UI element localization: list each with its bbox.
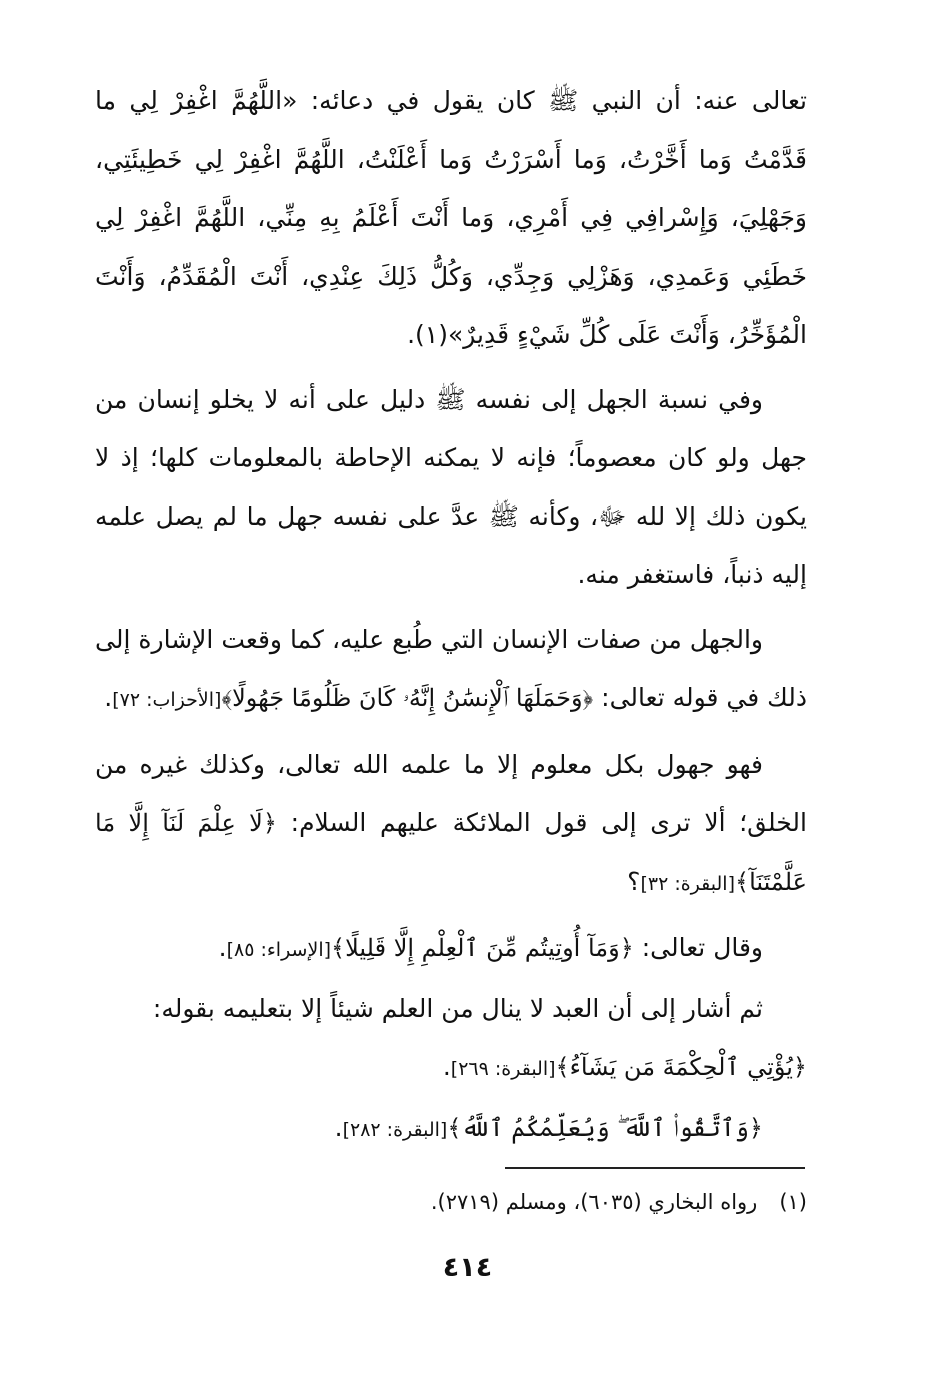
page-body [95, 72, 807, 1159]
page-number: ٤١٤ [442, 1252, 493, 1283]
quran-verse: ﴿وَٱتَّقُوا۟ ٱللَّهَ ۖ وَيُعَلِّمُكُمُ ٱللَّهُ﴾ [447, 1113, 763, 1142]
paragraph-human-nature [95, 611, 807, 730]
quran-verse: ﴿لَا عِلْمَ لَنَآ إِلَّا مَا عَلَّمْتَنَآ﴾ [95, 809, 807, 896]
punctuation: . [218, 933, 227, 962]
quran-verse: ﴿وَمَآ أُوتِيتُم مِّنَ ٱلْعِلْمِ إِلَّا قَلِيلًا﴾ [331, 934, 634, 962]
paragraph-little-knowledge [95, 919, 807, 980]
punctuation: . [104, 683, 113, 712]
quote-taqwa [95, 1099, 807, 1160]
paragraph-text: فهو جهول بكل معلوم إلا ما علمه الله تعالى، وكذلك غيره من الخلق؛ ألا ترى إلى قول الملائكة عليهم السلام: [95, 749, 807, 837]
paragraph-teaching: ثم أشار إلى أن العبد لا ينال من العلم شيئاً إلا بتعليمه بقوله: [152, 993, 763, 1023]
paragraph-hadith: تعالى عنه: أن النبي ﷺ كان يقول في دعائه: «اللَّهُمَّ اغْفِرْ لِي ما قَدَّمْتُ وَما أَخَّرْتُ، وَما أَسْرَرْتُ وَما أَعْلَنْتُ، اللَّهُمَّ اغْفِرْ لِي خَطِيئَتِي، وَجَهْلِيَ، وَإِسْرافِي فِي أَمْرِي، وَما أَنْتَ أَعْلَمُ بِهِ مِنِّي، اللَّهُمَّ اغْفِرْ لِي خَطَئِي وَعَمدِي، وَهَزْلِي وَجِدِّي، وَكُلُّ ذَلِكَ عِنْدِي، أَنْتَ الْمُقَدِّمُ، وَأَنْتَ الْمُؤَخِّرُ، وَأَنْتَ عَلَى كُلِّ شَيْءٍ قَدِيرٌ»(١). [95, 86, 807, 349]
footnote-text: رواه البخاري (٦٠٣٥)، ومسلم (٢٧١٩). [430, 1190, 758, 1214]
footnote-number: (١) [779, 1190, 807, 1214]
punctuation: ؟ [627, 866, 641, 896]
quran-verse: ﴿وَحَمَلَهَا ٱلْإِنسَٰنُ إِنَّهُۥ كَانَ ظَلُومًا جَهُولًا﴾ [221, 684, 594, 712]
punctuation: . [442, 1052, 451, 1081]
quote-wisdom [95, 1038, 807, 1099]
verse-reference: [الأحزاب: ٧٢] [112, 689, 222, 711]
verse-reference: [البقرة: ٣٢] [640, 872, 735, 895]
footnote [127, 1185, 807, 1219]
quran-verse: ﴿يُؤْتِي ٱلْحِكْمَةَ مَن يَشَآءُ﴾ [555, 1053, 807, 1081]
paragraph-angels [95, 736, 807, 914]
verse-reference: [البقرة: ٢٨٢] [342, 1118, 448, 1141]
paragraph-text: وقال تعالى: [641, 933, 763, 962]
footnote-divider [505, 1167, 805, 1169]
paragraph-text: والجهل من صفات الإنسان التي طُبع عليه، كما وقعت الإشارة إلى ذلك في قوله تعالى: [95, 624, 807, 712]
verse-reference: [البقرة: ٢٦٩] [450, 1058, 556, 1080]
paragraph-ignorance-attribution: وفي نسبة الجهل إلى نفسه ﷺ دليل على أنه لا يخلو إنسان من جهل ولو كان معصوماً؛ فإنه لا يمكنه الإحاطة بالمعلومات كلها؛ إذ لا يكون ذلك إلا لله ﷻ، وكأنه ﷺ عدَّ على نفسه جهل ما لم يصل علمه إليه ذنباً، فاستغفر منه. [95, 384, 807, 589]
punctuation: . [334, 1112, 343, 1142]
verse-reference: [الإسراء: ٨٥] [226, 939, 332, 961]
